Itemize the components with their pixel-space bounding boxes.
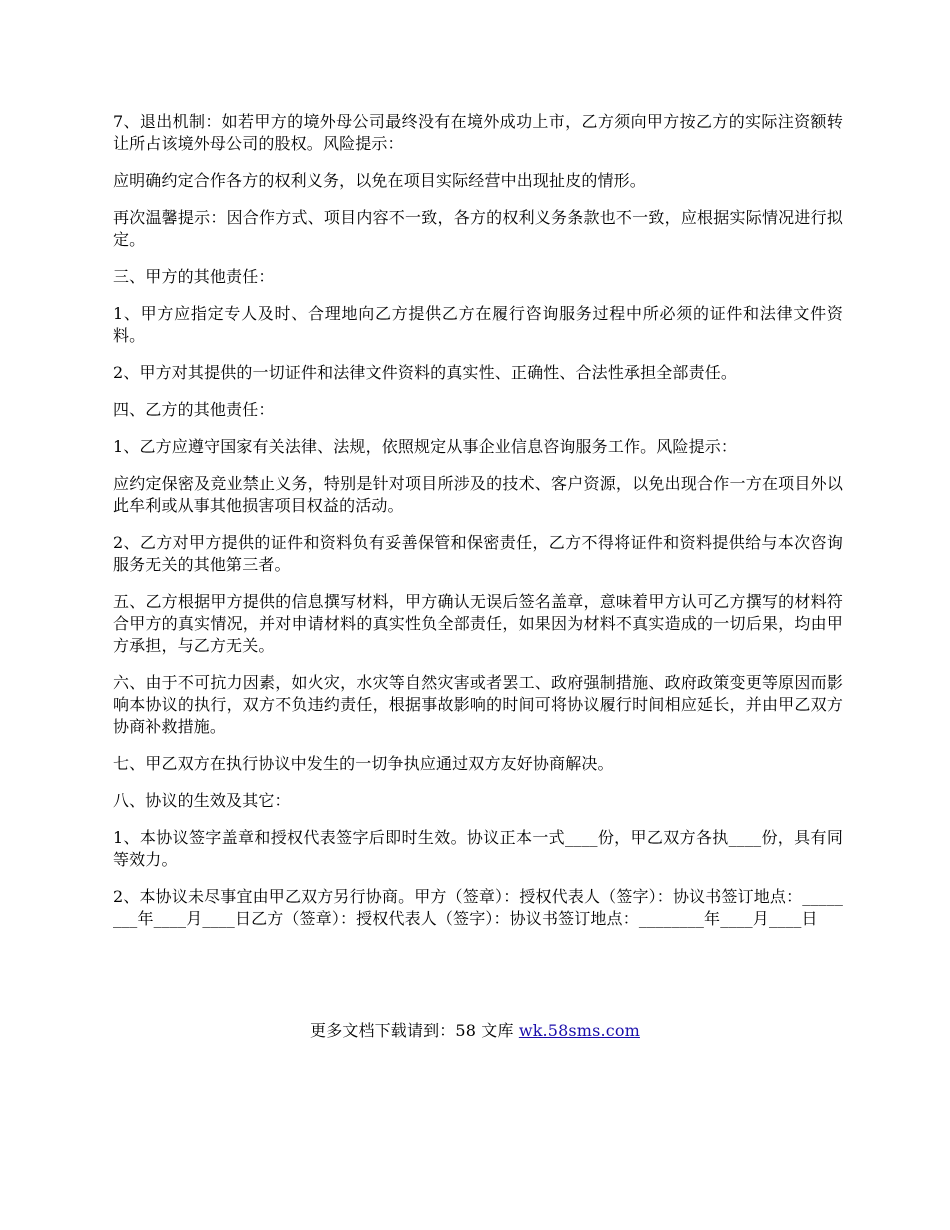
- heading-party-a-duties: 三、甲方的其他责任：: [113, 267, 275, 286]
- footer: [0, 1020, 950, 1042]
- paragraph-clause-seven: 七、甲乙双方在执行协议中发生的一切争执应通过双方友好协商解决。: [113, 754, 614, 773]
- document-body: [113, 111, 843, 945]
- paragraph-risk-confidentiality: 应约定保密及竞业禁止义务，特别是针对项目所涉及的技术、客户资源，以免出现合作一方在项目外以此牟利或从事其他损害项目权益的活动。: [113, 474, 843, 515]
- paragraph-risk-rights-obligations: 应明确约定合作各方的权利义务，以免在项目实际经营中出现扯皮的情形。: [113, 171, 646, 190]
- footer-link[interactable]: wk.58sms.com: [518, 1021, 640, 1040]
- paragraph-party-a-duty-2: 2、甲方对其提供的一切证件和法律文件资料的真实性、正确性、合法性承担全部责任。: [113, 363, 738, 382]
- heading-effectiveness: 八、协议的生效及其它：: [113, 791, 291, 810]
- paragraph-party-b-duty-1: 1、乙方应遵守国家有关法律、法规，依照规定从事企业信息咨询服务工作。风险提示：: [113, 437, 738, 456]
- footer-text: 更多文档下载请到：58 文库: [310, 1021, 519, 1040]
- paragraph-reminder: 再次温馨提示：因合作方式、项目内容不一致，各方的权利义务条款也不一致，应根据实际情况进行拟定。: [113, 208, 843, 249]
- paragraph-clause-six: 六、由于不可抗力因素，如火灾，水灾等自然灾害或者罢工、政府强制措施、政府政策变更等原因而影响本协议的执行，双方不负违约责任，根据事故影响的时间可将协议履行时间相应延长，并由甲乙双方协商补救措施。: [113, 673, 843, 736]
- heading-party-b-duties: 四、乙方的其他责任：: [113, 400, 275, 419]
- paragraph-clause-five: 五、乙方根据甲方提供的信息撰写材料，甲方确认无误后签名盖章，意味着甲方认可乙方撰写的材料符合甲方的真实情况，并对申请材料的真实性负全部责任，如果因为材料不真实造成的一切后果，均由甲方承担，与乙方无关。: [113, 592, 843, 655]
- paragraph-exit-mechanism: 7、退出机制：如若甲方的境外母公司最终没有在境外成功上市，乙方须向甲方按乙方的实际注资额转让所占该境外母公司的股权。风险提示：: [113, 112, 843, 153]
- paragraph-party-a-duty-1: 1、甲方应指定专人及时、合理地向乙方提供乙方在履行咨询服务过程中所必须的证件和法律文件资料。: [113, 304, 843, 345]
- paragraph-party-b-duty-2: 2、乙方对甲方提供的证件和资料负有妥善保管和保密责任，乙方不得将证件和资料提供给与本次咨询服务无关的其他第三者。: [113, 533, 843, 574]
- paragraph-effectiveness-1: 1、本协议签字盖章和授权代表签字后即时生效。协议正本一式____份，甲乙双方各执____份，具有同等效力。: [113, 828, 843, 869]
- paragraph-signatures: 2、本协议未尽事宜由甲乙双方另行协商。甲方（签章）：授权代表人（签字）：协议书签订地点：________年____月____日乙方（签章）：授权代表人（签字）：协议书签订地点：________年____月____日: [113, 887, 843, 928]
